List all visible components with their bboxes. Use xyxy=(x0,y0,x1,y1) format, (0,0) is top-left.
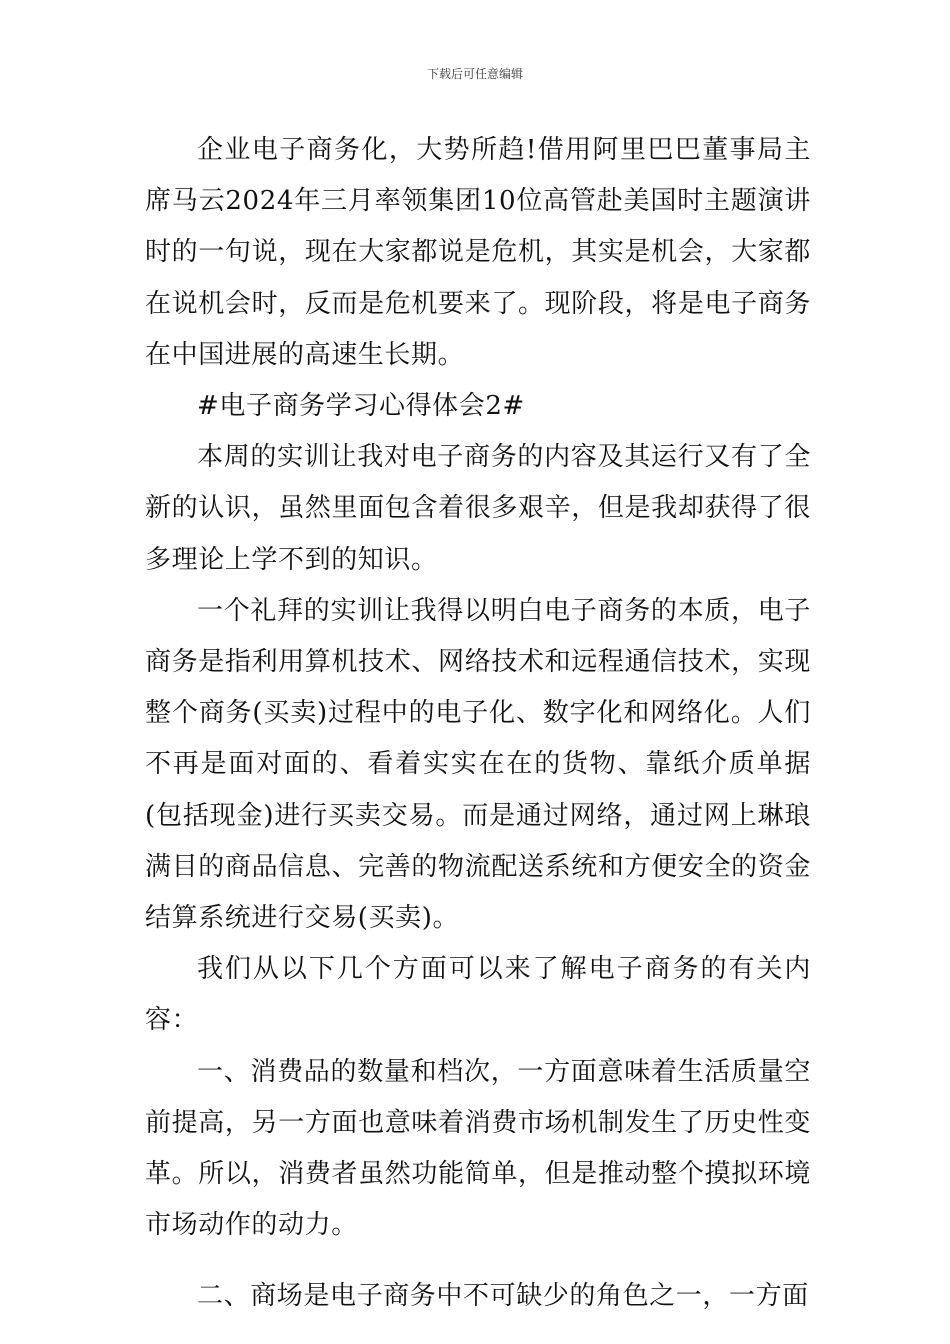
paragraph-training: 本周的实训让我对电子商务的内容及其运行又有了全新的认识，虽然里面包含着很多艰辛，但是我却获得了很多理论上学不到的知识。 xyxy=(145,442,811,575)
paragraph-definition: 一个礼拜的实训让我得以明白电子商务的本质，电子商务是指利用算机技术、网络技术和远程通信技术，实现整个商务(买卖)过程中的电子化、数字化和网络化。人们不再是面对面的、看着实实在在的货物、靠纸介质单据(包括现金)进行买卖交易。而是通过网络，通过网上琳琅满目的商品信息、完善的物流配送系统和方便安全的资金结算系统进行交易(买卖)。 xyxy=(145,595,811,934)
paragraph-aspects-intro: 我们从以下几个方面可以来了解电子商务的有关内容： xyxy=(145,954,811,1036)
section-heading: #电子商务学习心得体会2# xyxy=(197,391,525,422)
paragraph-point-two: 二、商场是电子商务中不可缺少的角色之一，一方面 xyxy=(197,1281,809,1312)
page-header: 下载后可任意编辑 xyxy=(426,67,523,81)
paragraph-intro: 企业电子商务化，大势所趋!借用阿里巴巴董事局主席马云2024年三月率领集团10位高管赴美国时主题演讲时的一句说，现在大家都说是危机，其实是机会，大家都在说机会时，反而是危机要来了。现阶段，将是电子商务在中国进展的高速生长期。 xyxy=(145,135,811,370)
document-body xyxy=(145,125,811,1323)
paragraph-point-one: 一、消费品的数量和档次，一方面意味着生活质量空前提高，另一方面也意味着消费市场机制发生了历史性变革。所以，消费者虽然功能简单，但是推动整个摸拟环境市场动作的动力。 xyxy=(145,1056,811,1241)
